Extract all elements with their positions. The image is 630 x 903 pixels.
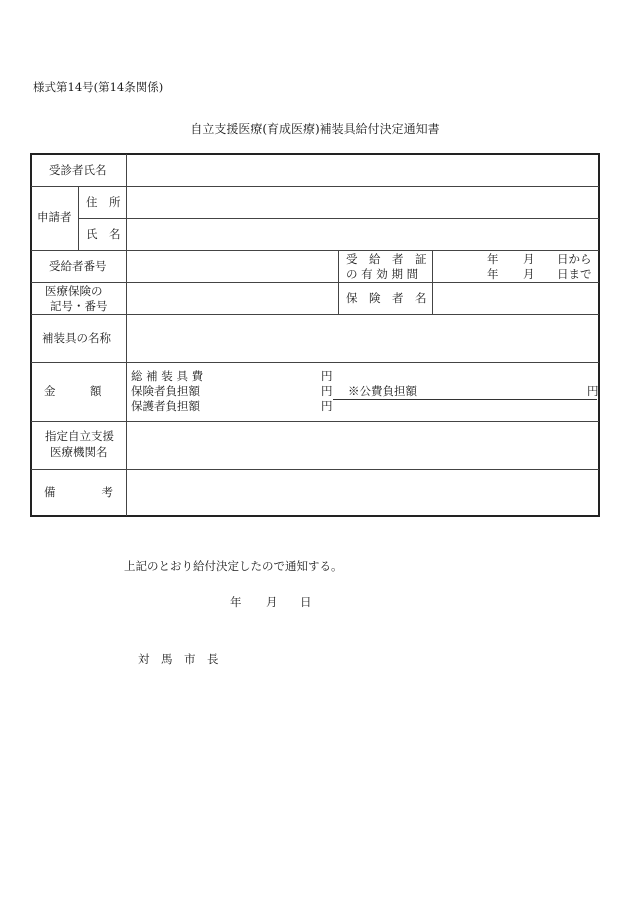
remarks-field[interactable]	[127, 470, 598, 515]
form-number: 様式第14号(第14条関係)	[33, 80, 164, 94]
institution-name-field[interactable]	[127, 422, 598, 468]
date-day: 日	[300, 595, 312, 609]
notice-text: 上記のとおり給付決定したので通知する。	[124, 559, 343, 573]
date-year: 年	[230, 595, 242, 609]
device-name-field[interactable]	[127, 315, 598, 361]
valid-from-month: 月	[523, 252, 535, 266]
certificate-label-line2: の 有 効 期 間	[346, 267, 419, 281]
valid-to-day: 日まで	[557, 267, 592, 281]
insurer-name-field[interactable]	[433, 283, 598, 313]
valid-from-day: 日から	[557, 252, 592, 266]
recipient-number-field[interactable]	[127, 251, 337, 281]
address-field[interactable]	[127, 187, 598, 217]
amount-insurer-label: 保険者負担額	[131, 384, 200, 398]
public-cost-unit: 円	[587, 384, 599, 398]
issuer: 対 馬 市 長	[138, 652, 219, 666]
date-month: 月	[266, 595, 278, 609]
amount-label: 金 額	[44, 384, 102, 398]
patient-name-label: 受診者氏名	[49, 163, 107, 177]
insurance-label-line2: 記号・番号	[50, 299, 108, 313]
public-cost-underline	[333, 399, 597, 400]
insurance-number-field[interactable]	[127, 283, 337, 313]
applicant-name-field[interactable]	[127, 219, 598, 249]
institution-label-line1: 指定自立支援	[45, 429, 114, 443]
amount-total-label: 総 補 装 具 費	[131, 369, 204, 383]
recipient-number-label: 受給者番号	[49, 259, 107, 273]
valid-from-year: 年	[487, 252, 499, 266]
amount-guardian-label: 保護者負担額	[131, 399, 200, 413]
certificate-label-line1: 受 給 者 証	[346, 252, 427, 266]
applicant-label: 申請者	[37, 210, 72, 224]
insurer-label: 保 険 者 名	[346, 291, 427, 305]
public-cost-label: ※公費負担額	[348, 384, 417, 398]
insurance-label-line1: 医療保険の	[45, 284, 103, 298]
device-name-label: 補装具の名称	[42, 331, 111, 345]
remarks-label: 備 考	[44, 485, 113, 499]
patient-name-field[interactable]	[127, 155, 598, 185]
valid-to-year: 年	[487, 267, 499, 281]
institution-label-line2: 医療機関名	[50, 445, 108, 459]
amount-total-unit: 円	[321, 369, 333, 383]
page-title: 自立支援医療(育成医療)補装具給付決定通知書	[190, 122, 440, 136]
applicant-name-label: 氏 名	[86, 227, 121, 241]
valid-to-month: 月	[523, 267, 535, 281]
amount-guardian-unit: 円	[321, 399, 333, 413]
amount-insurer-unit: 円	[321, 384, 333, 398]
address-label: 住 所	[86, 195, 121, 209]
